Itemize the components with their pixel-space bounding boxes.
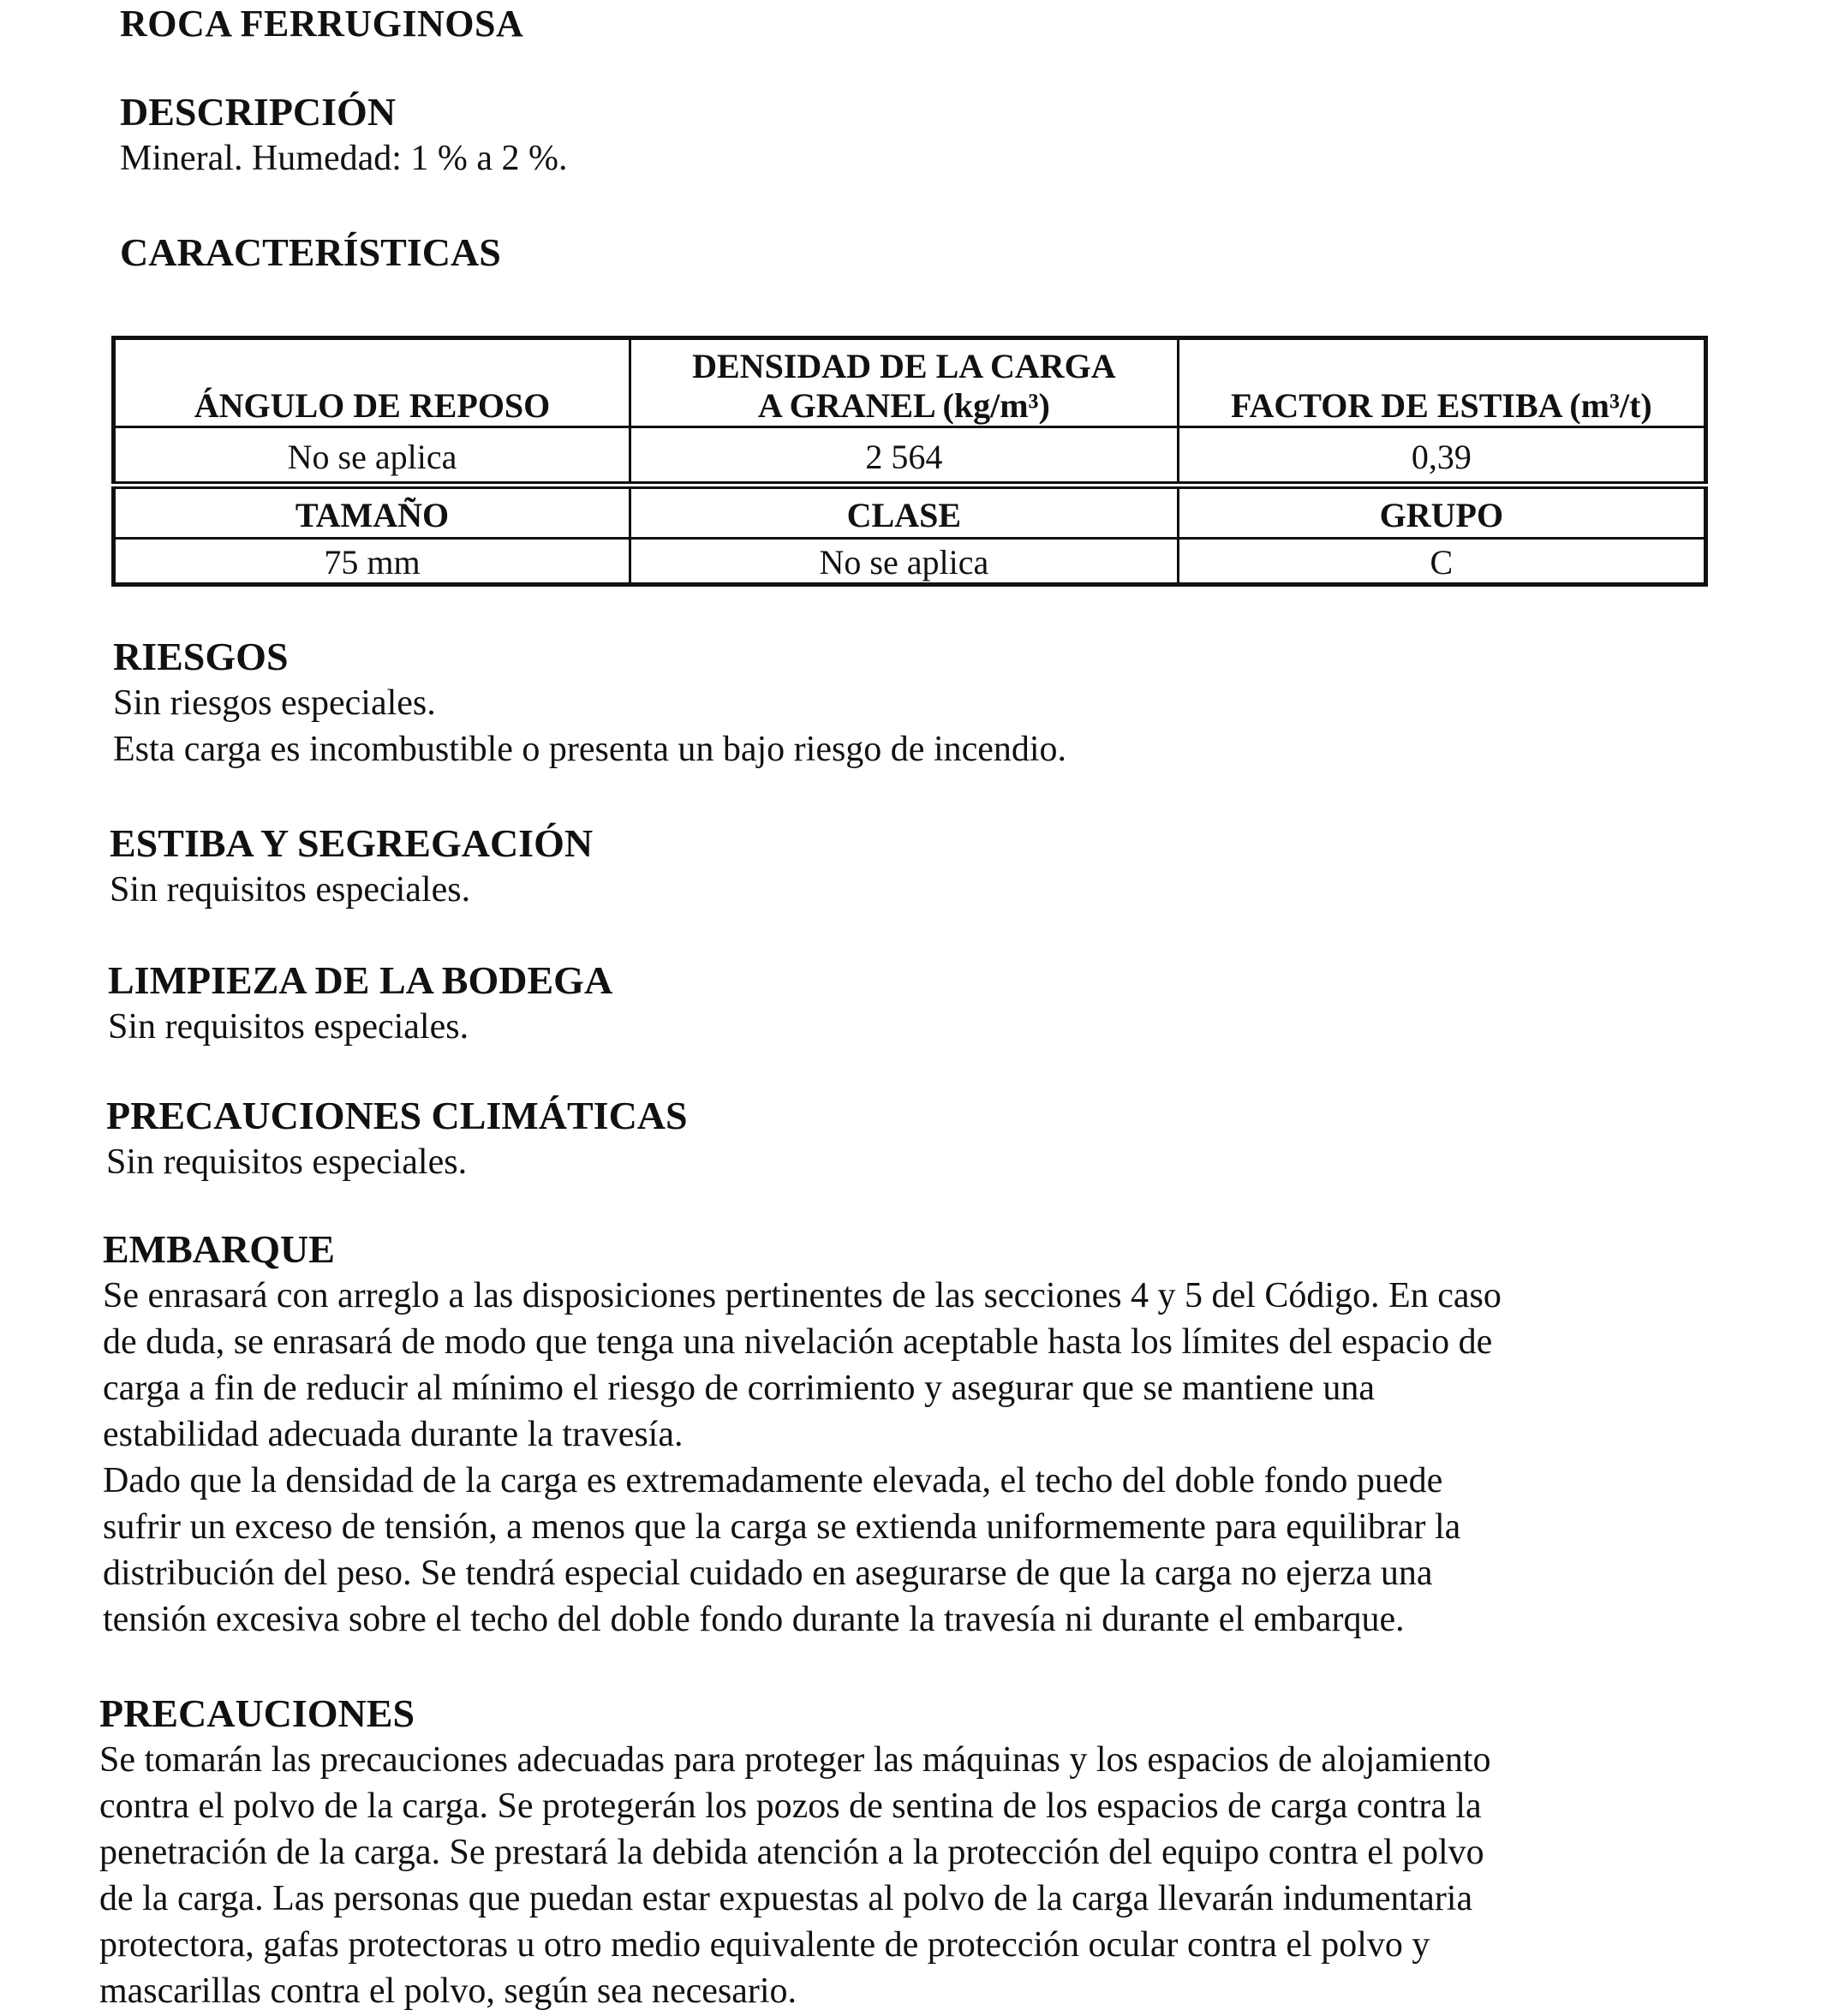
section-riesgos — [113, 634, 1066, 772]
table-header-row-2 — [114, 486, 1706, 539]
header-factor-estiba: FACTOR DE ESTIBA (m³/t) — [1178, 338, 1705, 427]
document-title: ROCA FERRUGINOSA — [120, 3, 524, 45]
header-densidad-line2: A GRANEL (kg/m³) — [757, 386, 1050, 425]
caracteristicas-heading: CARACTERÍSTICAS — [120, 230, 501, 274]
descripcion-text: Mineral. Humedad: 1 % a 2 %. — [120, 139, 568, 178]
value-factor-estiba: 0,39 — [1178, 427, 1705, 486]
climaticas-text: Sin requisitos especiales. — [106, 1142, 468, 1182]
table-header-row — [114, 338, 1706, 427]
precauciones-line: penetración de la carga. Se prestará la debida atención a la protección del equipo contra el polvo — [99, 1833, 1484, 1872]
riesgos-line-1: Sin riesgos especiales. — [113, 683, 436, 723]
precauciones-heading: PRECAUCIONES — [99, 1691, 415, 1735]
riesgos-line-2: Esta carga es incombustible o presenta un bajo riesgo de incendio. — [113, 730, 1067, 769]
embarque-p1-line: Se enrasará con arreglo a las disposiciones pertinentes de las secciones 4 y 5 del Código. En caso — [103, 1276, 1502, 1315]
section-caracteristicas — [120, 230, 501, 276]
limpieza-text: Sin requisitos especiales. — [108, 1007, 469, 1047]
section-precauciones — [99, 1691, 1679, 2014]
table-row — [114, 539, 1706, 585]
precauciones-line: Se tomarán las precauciones adecuadas para proteger las máquinas y los espacios de alojamiento — [99, 1740, 1491, 1780]
embarque-p1-line: de duda, se enrasará de modo que tenga una nivelación aceptable hasta los límites del espacio de — [103, 1322, 1493, 1362]
precauciones-line: contra el polvo de la carga. Se protegerán los pozos de sentina de los espacios de carga contra la — [99, 1786, 1482, 1826]
section-embarque — [103, 1226, 1679, 1643]
header-grupo: GRUPO — [1178, 486, 1705, 539]
limpieza-heading: LIMPIEZA DE LA BODEGA — [108, 958, 613, 1002]
climaticas-heading: PRECAUCIONES CLIMÁTICAS — [106, 1094, 688, 1137]
precauciones-line: de la carga. Las personas que puedan estar expuestas al polvo de la carga llevarán indumentaria — [99, 1879, 1473, 1918]
riesgos-heading: RIESGOS — [113, 635, 289, 678]
estiba-text: Sin requisitos especiales. — [110, 870, 471, 910]
section-climaticas — [106, 1093, 688, 1185]
precauciones-line: mascarillas contra el polvo, según sea necesario. — [99, 1971, 797, 2011]
embarque-paragraph-1 — [103, 1273, 1679, 1458]
value-angulo-reposo: No se aplica — [114, 427, 630, 486]
embarque-paragraph-2 — [103, 1458, 1679, 1643]
section-descripcion — [120, 89, 568, 182]
value-clase: No se aplica — [630, 539, 1178, 585]
header-densidad — [630, 338, 1178, 427]
embarque-heading: EMBARQUE — [103, 1227, 335, 1271]
characteristics-table — [111, 336, 1708, 587]
section-estiba — [110, 820, 593, 913]
embarque-p2-line: distribución del peso. Se tendrá especial cuidado en asegurarse de que la carga no ejerza una — [103, 1554, 1433, 1593]
section-limpieza — [108, 957, 612, 1050]
embarque-p2-line: tensión excesiva sobre el techo del doble fondo durante la travesía ni durante el embarque. — [103, 1600, 1405, 1639]
value-tamano: 75 mm — [114, 539, 630, 585]
embarque-p1-line: estabilidad adecuada durante la travesía. — [103, 1415, 684, 1454]
precauciones-paragraph — [99, 1737, 1679, 2014]
value-grupo: C — [1178, 539, 1705, 585]
header-tamano: TAMAÑO — [114, 486, 630, 539]
embarque-p1-line: carga a fin de reducir al mínimo el riesgo de corrimiento y asegurar que se mantiene una — [103, 1369, 1375, 1408]
estiba-heading: ESTIBA Y SEGREGACIÓN — [110, 821, 594, 865]
header-clase: CLASE — [630, 486, 1178, 539]
precauciones-line: protectora, gafas protectoras u otro medio equivalente de protección ocular contra el polvo y — [99, 1925, 1430, 1965]
header-angulo-reposo: ÁNGULO DE REPOSO — [114, 338, 630, 427]
header-densidad-line1: DENSIDAD DE LA CARGA — [692, 347, 1116, 385]
table-row — [114, 427, 1706, 486]
embarque-p2-line: sufrir un exceso de tensión, a menos que la carga se extienda uniformemente para equilibrar la — [103, 1507, 1461, 1547]
value-densidad: 2 564 — [630, 427, 1178, 486]
embarque-p2-line: Dado que la densidad de la carga es extremadamente elevada, el techo del doble fondo puede — [103, 1461, 1443, 1500]
descripcion-heading: DESCRIPCIÓN — [120, 90, 397, 134]
